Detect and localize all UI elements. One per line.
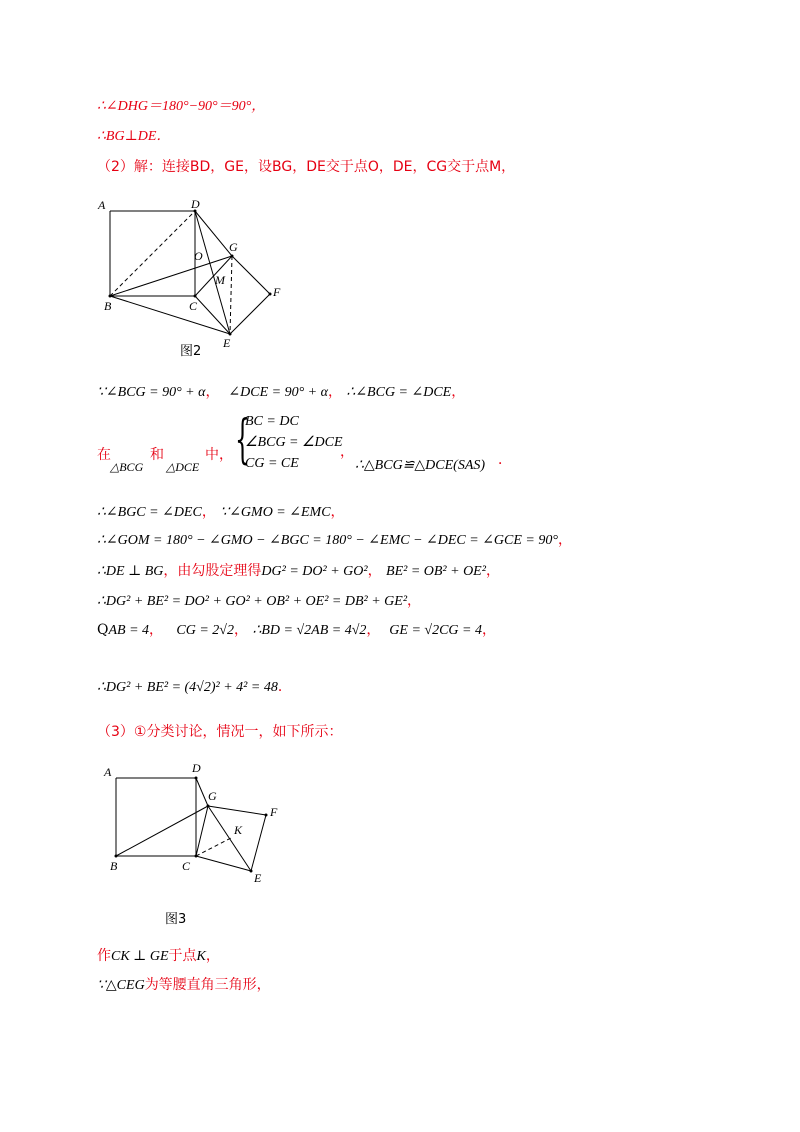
l10-q: Q [97,622,109,638]
fig3-label-b: B [110,859,118,873]
l6-bgc: ∴∠BGC = ∠DEC [97,505,202,520]
fig2-label-a: A [98,198,106,212]
l10-comma2: ， [234,622,248,638]
l5-tri-dce: △DCE [166,460,200,474]
line-7 [97,530,572,551]
fig2-label-c: C [189,299,198,313]
fig2-square [110,211,195,296]
fig2-gf [232,256,270,294]
fig2-label-o: O [194,249,203,263]
l5-sys-1: BC = DC [245,414,299,429]
l10-cg: CG = 2√2 [176,623,234,638]
l5-sys-3: CG = CE [245,456,299,471]
l5-dot: ． [498,452,512,468]
l5-sys-comma: ， [340,444,354,460]
fig3-cg [196,806,208,856]
fig2-label-f: F [273,285,281,299]
fig2-ge [230,256,232,334]
l4-equal: ∴∠BCG = ∠DCE [346,385,452,400]
l5-tri-bcg: △BCG [110,460,144,474]
l6-comma1: ， [201,504,216,520]
l5-he: 和 [150,447,164,463]
fig3-label-k: K [234,823,243,837]
fig2-label-d: D [191,197,200,211]
line-6 [97,502,345,523]
l13-zuo: 作 [97,948,111,964]
l10-comma1: ， [149,622,164,638]
fig3-label-f: F [270,805,278,819]
l6-gmo: ∵∠GMO = ∠EMC [220,505,331,520]
line-4 [97,382,465,403]
figure-3 [96,758,296,890]
line-11 [97,677,292,698]
l8-comma1: ， [367,563,382,579]
figure-2-caption: 图2 [180,344,202,359]
l13-ck: CK ⊥ GE [111,949,169,964]
fig2-fe [230,294,270,334]
l8-be: BE² = OB² + OE² [386,564,486,579]
l9-comma: ， [407,593,422,609]
fig2-label-g: G [229,240,238,254]
l11-result: ∴DG² + BE² = (4√2)² + 4² = 48 [97,680,278,695]
fig2-label-b: B [104,299,112,313]
l13-k: K [196,949,206,964]
l8-comma2: ， [485,563,500,579]
fig3-gf [208,806,266,815]
fig3-square [116,778,196,856]
l4-dce: ∠DCE = 90° + α [228,385,328,400]
line-8 [97,561,500,582]
fig2-label-m: M [215,273,225,287]
fig3-bg [116,806,208,856]
fig3-label-c: C [182,859,191,873]
l4-comma2: ， [327,384,342,400]
line-12: （3）①分类讨论，情况一，如下所示： [97,724,343,740]
l10-bd: ∴BD = √2AB = 4√2 [252,623,367,638]
l14-ceg: ∵△CEG [97,978,145,993]
fig3-ck [196,838,231,856]
l10-ge: GE = √2CG = 4 [389,623,482,638]
l13-comma: ， [205,948,220,964]
fig3-label-g: G [208,789,217,803]
system-brace: { [235,410,250,470]
l10-comma4: ， [482,622,496,638]
figure-2 [96,196,296,356]
l7-comma: ， [557,532,572,548]
l5-conclusion: ∴△BCG≌△DCE(SAS) [355,458,486,473]
l9-sum: ∴DG² + BE² = DO² + GO² + OB² + OE² = DB² + GE² [97,594,408,609]
l6-comma2: ， [330,504,345,520]
line-13 [97,946,220,967]
l4-bcg: ∵∠BCG = 90° + α [97,385,206,400]
line-3: （2）解：连接BD，GE，设BG，DE交于点O，DE，CG交于点M， [97,159,516,175]
l13-yudian: 于点 [168,948,197,964]
l7-gom: ∴∠GOM = 180° − ∠GMO − ∠BGC = 180° − ∠EMC − ∠DEC = ∠GCE = 90° [97,533,558,548]
l14-text: 为等腰直角三角形， [144,977,271,993]
line-2: ∴BG⊥DE． [97,129,171,144]
fig2-bd [110,211,195,296]
figure-3-caption: 图3 [165,912,187,927]
fig3-label-a: A [104,765,112,779]
fig2-label-e: E [223,336,231,350]
l5-zai: 在 [97,447,111,463]
fig3-label-d: D [192,761,201,775]
l8-perp: ∴DE ⊥ BG [97,564,164,579]
l4-comma3: ， [451,384,466,400]
fig3-fe [251,815,266,871]
l8-dg: DG² = DO² + GO² [261,564,368,579]
l5-zhong: 中， [205,447,233,463]
l4-comma1: ， [205,384,220,400]
fig3-dg [196,778,208,806]
l10-comma3: ， [366,622,381,638]
l8-text: ，由勾股定理得 [163,563,262,579]
line-10 [97,620,496,641]
l11-dot: ． [277,679,292,695]
line-1: ∴∠DHG＝180°−90°＝90°， [97,99,266,114]
line-14 [97,975,271,996]
fig3-label-e: E [254,871,262,885]
l10-ab: AB = 4 [108,623,150,638]
line-9 [97,591,421,612]
l5-sys-2: ∠BCG = ∠DCE [245,435,343,450]
